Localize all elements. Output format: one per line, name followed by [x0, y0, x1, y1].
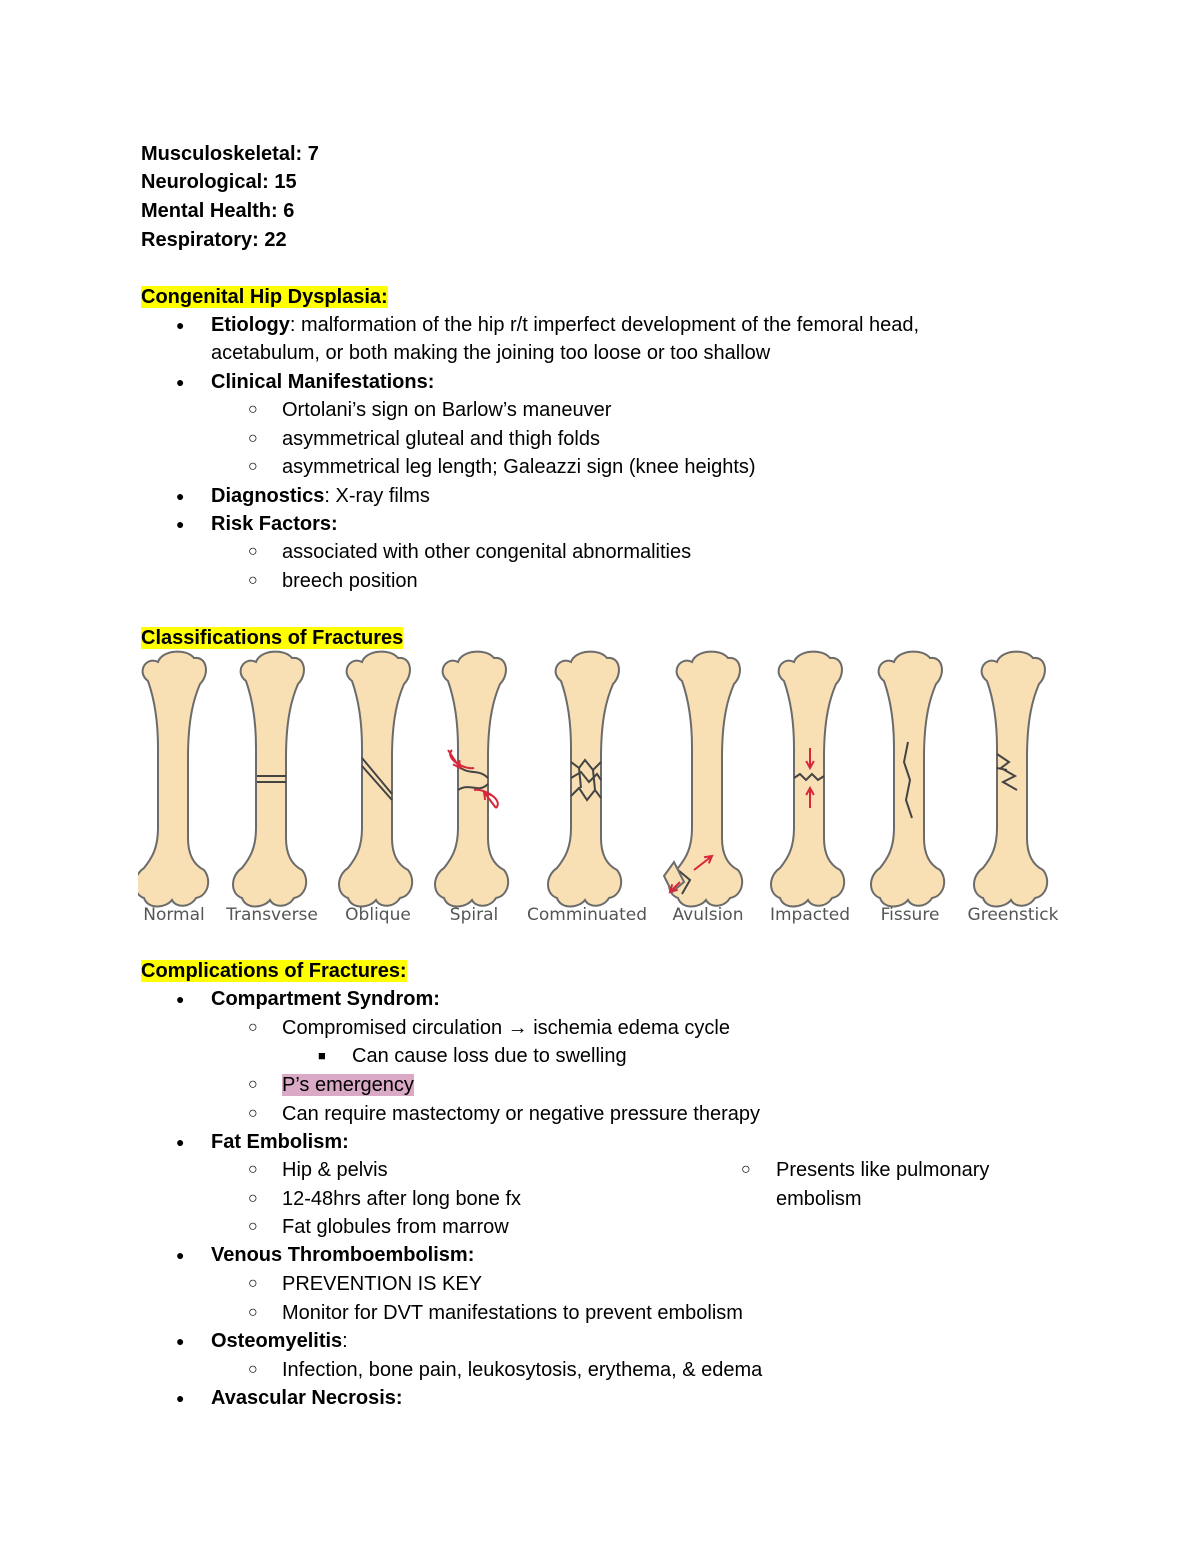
- complications-heading-text: Complications of Fractures:: [141, 960, 407, 982]
- clinical-item: asymmetrical leg length; Galeazzi sign (knee heights): [282, 456, 756, 478]
- bullet-icon: ●: [176, 1247, 185, 1263]
- fat-side-item: Presents like pulmonary: [776, 1159, 990, 1181]
- fat-label: Fat Embolism:: [211, 1131, 349, 1153]
- fracture-label-avulsion: Avulsion: [672, 905, 744, 925]
- fracture-types-figure: [138, 650, 1063, 935]
- clinical-item: Ortolani’s sign on Barlow’s maneuver: [282, 399, 612, 421]
- compartment-item: [282, 1071, 414, 1099]
- bone-shape: [871, 652, 944, 907]
- bullet-icon: ●: [176, 374, 185, 390]
- fracture-label-transverse: Transverse: [226, 905, 318, 925]
- compartment-item: Can require mastectomy or negative pressure therapy: [282, 1103, 761, 1125]
- fracture-label-comminuated: Comminuated: [527, 905, 647, 925]
- hip-heading-text: Congenital Hip Dysplasia:: [141, 286, 388, 308]
- fractures-heading: [141, 624, 403, 652]
- etiology-text-cont: acetabulum, or both making the joining too loose or too shallow: [211, 342, 771, 364]
- bone-comminuated-icon: [548, 652, 621, 907]
- bullet-icon: ●: [176, 317, 185, 333]
- circle-bullet-icon: ○: [248, 1161, 258, 1178]
- fat-item: 12-48hrs after long bone fx: [282, 1188, 522, 1210]
- bone-shape: [138, 652, 208, 907]
- fracture-label-normal: Normal: [143, 905, 205, 925]
- circle-bullet-icon: ○: [248, 572, 258, 589]
- highlighted-text: P’s emergency: [282, 1074, 414, 1096]
- osteo-line: [211, 1327, 348, 1355]
- bullet-icon: ●: [176, 488, 185, 504]
- etiology-label: Etiology: [211, 314, 290, 336]
- complications-heading: [141, 957, 407, 985]
- bone-shape: [548, 652, 621, 907]
- bone-fissure-icon: [871, 652, 944, 907]
- circle-bullet-icon: ○: [248, 543, 258, 560]
- fracture-label-oblique: Oblique: [345, 905, 411, 925]
- vte-item: PREVENTION IS KEY: [282, 1273, 483, 1295]
- count-musculoskeletal: Musculoskeletal: 7: [141, 143, 319, 165]
- circle-bullet-icon: ○: [248, 458, 258, 475]
- osteo-item: Infection, bone pain, leukosytosis, erythema, & edema: [282, 1359, 763, 1381]
- bone-spiral-icon: [435, 652, 508, 907]
- bullet-icon: ●: [176, 1333, 185, 1349]
- fracture-label-impacted: Impacted: [769, 905, 851, 925]
- count-respiratory: Respiratory: 22: [141, 229, 287, 251]
- count-mental-health: Mental Health: 6: [141, 200, 295, 222]
- fat-side-item-cont: embolism: [776, 1188, 862, 1210]
- circle-bullet-icon: ○: [248, 1190, 258, 1207]
- compartment-label: Compartment Syndrom:: [211, 988, 440, 1010]
- fracture-label-fissure: Fissure: [880, 905, 940, 925]
- fat-item: Hip & pelvis: [282, 1159, 388, 1181]
- circle-bullet-icon: ○: [248, 1076, 258, 1093]
- risk-item: breech position: [282, 570, 418, 592]
- osteo-label: Osteomyelitis: [211, 1330, 343, 1352]
- hip-heading: [141, 283, 388, 311]
- bone-transverse-icon: [233, 652, 306, 907]
- vte-item: Monitor for DVT manifestations to prevent embolism: [282, 1302, 743, 1324]
- circle-bullet-icon: ○: [248, 1218, 258, 1235]
- vte-label: Venous Thromboembolism:: [211, 1244, 475, 1266]
- clinical-label: Clinical Manifestations:: [211, 371, 435, 393]
- bone-avulsion-icon: [664, 652, 742, 907]
- circle-bullet-icon: ○: [741, 1161, 751, 1178]
- bullet-icon: ●: [176, 516, 185, 532]
- circle-bullet-icon: ○: [248, 1304, 258, 1321]
- bone-greenstick-icon: [974, 652, 1047, 907]
- bone-normal-icon: [138, 652, 208, 907]
- bone-oblique-icon: [339, 652, 412, 907]
- compartment-item: Compromised circulation → ischemia edema cycle: [282, 1017, 730, 1039]
- fracture-label-greenstick: Greenstick: [967, 905, 1059, 925]
- risk-item: associated with other congenital abnormalities: [282, 541, 692, 563]
- diagnostics-text: : X-ray films: [324, 485, 430, 507]
- etiology-line: [211, 311, 919, 339]
- count-neurological: Neurological: 15: [141, 171, 297, 193]
- circle-bullet-icon: ○: [248, 401, 258, 418]
- fat-item: Fat globules from marrow: [282, 1216, 509, 1238]
- risk-label: Risk Factors:: [211, 513, 338, 535]
- bone-shape: [233, 652, 306, 907]
- osteo-colon: :: [342, 1330, 348, 1352]
- bone-shape: [435, 652, 508, 907]
- square-bullet-icon: ■: [318, 1048, 326, 1063]
- circle-bullet-icon: ○: [248, 1275, 258, 1292]
- circle-bullet-icon: ○: [248, 1105, 258, 1122]
- diagnostics-label: Diagnostics: [211, 485, 325, 507]
- bullet-icon: ●: [176, 1390, 185, 1406]
- avn-label: Avascular Necrosis:: [211, 1387, 403, 1409]
- circle-bullet-icon: ○: [248, 1019, 258, 1036]
- circle-bullet-icon: ○: [248, 430, 258, 447]
- bone-shape: [669, 652, 742, 907]
- clinical-item: asymmetrical gluteal and thigh folds: [282, 428, 600, 450]
- bullet-icon: ●: [176, 991, 185, 1007]
- fractures-heading-text: Classifications of Fractures: [141, 627, 404, 649]
- diagnostics-line: [211, 482, 430, 510]
- bone-shape: [339, 652, 412, 907]
- bullet-icon: ●: [176, 1134, 185, 1150]
- circle-bullet-icon: ○: [248, 1361, 258, 1378]
- compartment-subitem: Can cause loss due to swelling: [352, 1045, 627, 1067]
- etiology-text: : malformation of the hip r/t imperfect development of the femoral head,: [289, 314, 920, 336]
- fracture-label-spiral: Spiral: [449, 905, 499, 925]
- bone-impacted-icon: [771, 652, 844, 907]
